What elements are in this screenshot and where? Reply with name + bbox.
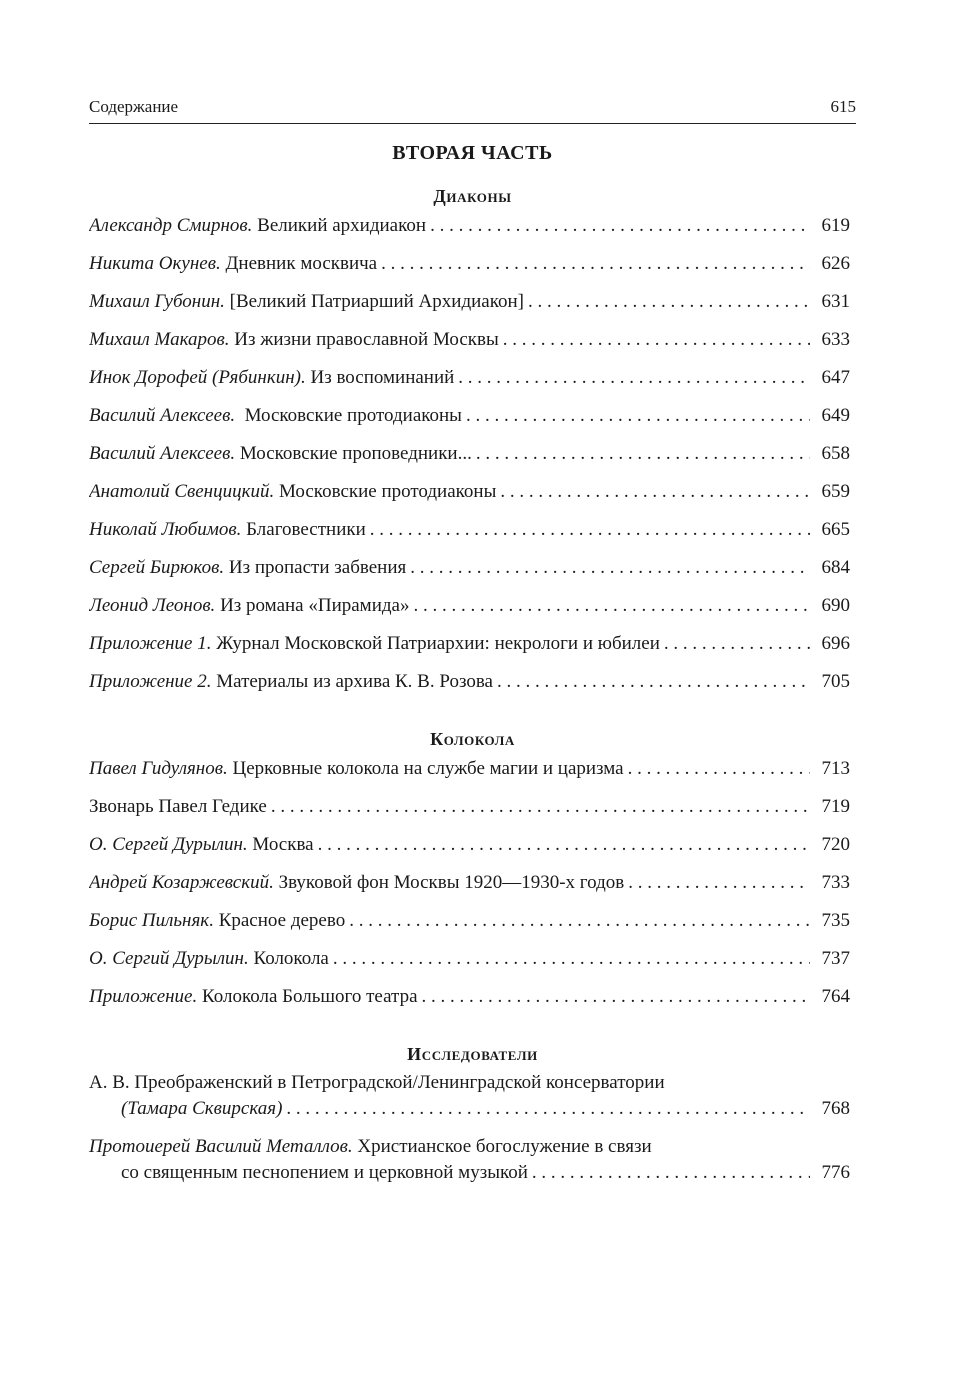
page-number: 615 xyxy=(830,97,856,116)
toc-entry[interactable] xyxy=(89,794,856,832)
entry-author: Василий Алексеев. xyxy=(89,443,236,464)
dot-leader xyxy=(318,832,810,858)
entry-title: Материалы из архива К. В. Розова xyxy=(216,671,493,692)
entry-title: Церковные колокола на службе магии и царизма xyxy=(232,758,624,779)
toc-entry[interactable] xyxy=(89,669,856,707)
dot-leader xyxy=(271,794,810,820)
entry-title: Звуковой фон Москвы 1920—1930-х годов xyxy=(278,872,625,893)
entry-line-2 xyxy=(89,1160,856,1186)
entry-author: Никита Окунев. xyxy=(89,253,221,274)
entry-page: 665 xyxy=(821,519,850,540)
entry-author: Николай Любимов. xyxy=(89,519,242,540)
entry-title: Из романа «Пирамида» xyxy=(220,595,410,616)
entry-author: Михаил Губонин. xyxy=(89,291,225,312)
entry-page: 733 xyxy=(821,872,850,893)
entry-author: О. Сергей Дурылин. xyxy=(89,834,248,855)
toc-entry[interactable] xyxy=(89,213,856,251)
dot-leader xyxy=(286,1096,810,1122)
entry-title: Великий архидиакон xyxy=(257,215,427,236)
running-title: Содержание xyxy=(89,97,179,116)
entry-page: 690 xyxy=(821,595,850,616)
dot-leader xyxy=(466,403,810,429)
dot-leader xyxy=(497,669,810,695)
entry-author: Приложение. xyxy=(89,986,198,1007)
toc-entry[interactable] xyxy=(89,756,856,794)
section-title-diakony: Диаконы xyxy=(433,186,512,206)
section-title-kolokola: Колокола xyxy=(430,729,515,749)
toc-entry[interactable] xyxy=(89,327,856,365)
toc-entry[interactable] xyxy=(89,365,856,403)
toc-entry[interactable] xyxy=(89,1070,856,1122)
entry-title: Благовестники xyxy=(246,519,366,540)
entry-author: Инок Дорофей (Рябинкин). xyxy=(89,367,306,388)
entry-title: Московские протодиаконы xyxy=(239,405,462,426)
entry-title: [Великий Патриарший Архидиакон] xyxy=(229,291,524,312)
entry-page: 720 xyxy=(821,834,850,855)
dot-leader xyxy=(422,984,810,1010)
toc-entry[interactable] xyxy=(89,555,856,593)
dot-leader xyxy=(628,756,810,782)
entry-page: 658 xyxy=(821,443,850,464)
entry-page: 713 xyxy=(821,758,850,779)
toc-entry[interactable] xyxy=(89,946,856,984)
dot-leader xyxy=(349,908,810,934)
entry-line-2 xyxy=(89,1096,856,1122)
running-head xyxy=(89,96,856,124)
toc-entry[interactable] xyxy=(89,631,856,669)
section-title-issledovateli: Исследователи xyxy=(407,1044,538,1064)
toc-page xyxy=(89,96,856,1198)
entry-page: 768 xyxy=(821,1098,850,1119)
entry-title: Из воспоминаний xyxy=(310,367,455,388)
dot-leader xyxy=(500,479,810,505)
entry-author: Приложение 2. xyxy=(89,671,212,692)
entry-line-1 xyxy=(89,1134,856,1160)
dot-leader xyxy=(413,593,810,619)
entry-title: Московские проповедники... xyxy=(239,443,472,464)
dot-leader xyxy=(664,631,810,657)
dot-leader xyxy=(410,555,810,581)
entry-author: О. Сергий Дурылин. xyxy=(89,948,249,969)
entry-author: Александр Смирнов. xyxy=(89,215,253,236)
dot-leader xyxy=(458,365,810,391)
toc-entry[interactable] xyxy=(89,441,856,479)
toc-entry[interactable] xyxy=(89,984,856,1022)
entry-title: Звонарь Павел Гедике xyxy=(89,796,267,817)
entry-title: Из пропасти забвения xyxy=(228,557,407,578)
entry-page: 719 xyxy=(821,796,850,817)
toc-entry[interactable] xyxy=(89,289,856,327)
entry-page: 633 xyxy=(821,329,850,350)
entry-title: Московские протодиаконы xyxy=(278,481,497,502)
entry-page: 626 xyxy=(821,253,850,274)
entry-title: Красное дерево xyxy=(218,910,346,931)
toc-entry[interactable] xyxy=(89,832,856,870)
dot-leader xyxy=(628,870,810,896)
entry-page: 649 xyxy=(821,405,850,426)
toc-entry[interactable] xyxy=(89,517,856,555)
toc-list-diakony xyxy=(89,213,856,707)
entry-author: Сергей Бирюков. xyxy=(89,557,225,578)
toc-entry[interactable] xyxy=(89,251,856,289)
entry-title: Колокола xyxy=(253,948,329,969)
toc-entry[interactable] xyxy=(89,479,856,517)
toc-entry[interactable] xyxy=(89,1134,856,1186)
toc-list-issledovateli xyxy=(89,1070,856,1186)
entry-author: (Тамара Сквирская) xyxy=(121,1098,283,1119)
entry-page: 684 xyxy=(821,557,850,578)
entry-title-continued: со священным песнопением и церковной музыкой xyxy=(121,1162,528,1183)
entry-page: 696 xyxy=(821,633,850,654)
dot-leader xyxy=(532,1160,810,1186)
dot-leader xyxy=(528,289,810,315)
entry-title: Из жизни православной Москвы xyxy=(234,329,499,350)
entry-title: Москва xyxy=(252,834,314,855)
entry-page: 659 xyxy=(821,481,850,502)
entry-page: 705 xyxy=(821,671,850,692)
dot-leader xyxy=(430,213,810,239)
entry-title: Христианское богослужение в связи xyxy=(357,1136,652,1157)
dot-leader xyxy=(476,441,810,467)
entry-author: Анатолий Свенцицкий. xyxy=(89,481,275,502)
toc-entry[interactable] xyxy=(89,593,856,631)
entry-author: Михаил Макаров. xyxy=(89,329,230,350)
entry-page: 647 xyxy=(821,367,850,388)
entry-page: 776 xyxy=(821,1162,850,1183)
toc-entry[interactable] xyxy=(89,908,856,946)
dot-leader xyxy=(370,517,810,543)
entry-page: 764 xyxy=(821,986,850,1007)
entry-author: Борис Пильняк. xyxy=(89,910,214,931)
entry-page: 735 xyxy=(821,910,850,931)
dot-leader xyxy=(503,327,810,353)
entry-author: Протоиерей Василий Металлов. xyxy=(89,1136,353,1157)
entry-title: Дневник москвича xyxy=(225,253,378,274)
entry-author: Василий Алексеев. xyxy=(89,405,236,426)
toc-entry[interactable] xyxy=(89,403,856,441)
entry-page: 619 xyxy=(821,215,850,236)
entry-line-1: А. В. Преображенский в Петроградской/Ленинградской консерватории xyxy=(89,1072,665,1093)
dot-leader xyxy=(333,946,810,972)
entry-author: Андрей Козаржевский. xyxy=(89,872,274,893)
toc-list-kolokola xyxy=(89,756,856,1022)
entry-author: Леонид Леонов. xyxy=(89,595,216,616)
toc-entry[interactable] xyxy=(89,870,856,908)
entry-title: Журнал Московской Патриархии: некрологи и юбилеи xyxy=(216,633,660,654)
entry-page: 631 xyxy=(821,291,850,312)
entry-author: Павел Гидулянов. xyxy=(89,758,228,779)
entry-title: Колокола Большого театра xyxy=(201,986,418,1007)
entry-page: 737 xyxy=(821,948,850,969)
entry-author: Приложение 1. xyxy=(89,633,212,654)
part-title: ВТОРАЯ ЧАСТЬ xyxy=(392,142,553,164)
dot-leader xyxy=(381,251,810,277)
